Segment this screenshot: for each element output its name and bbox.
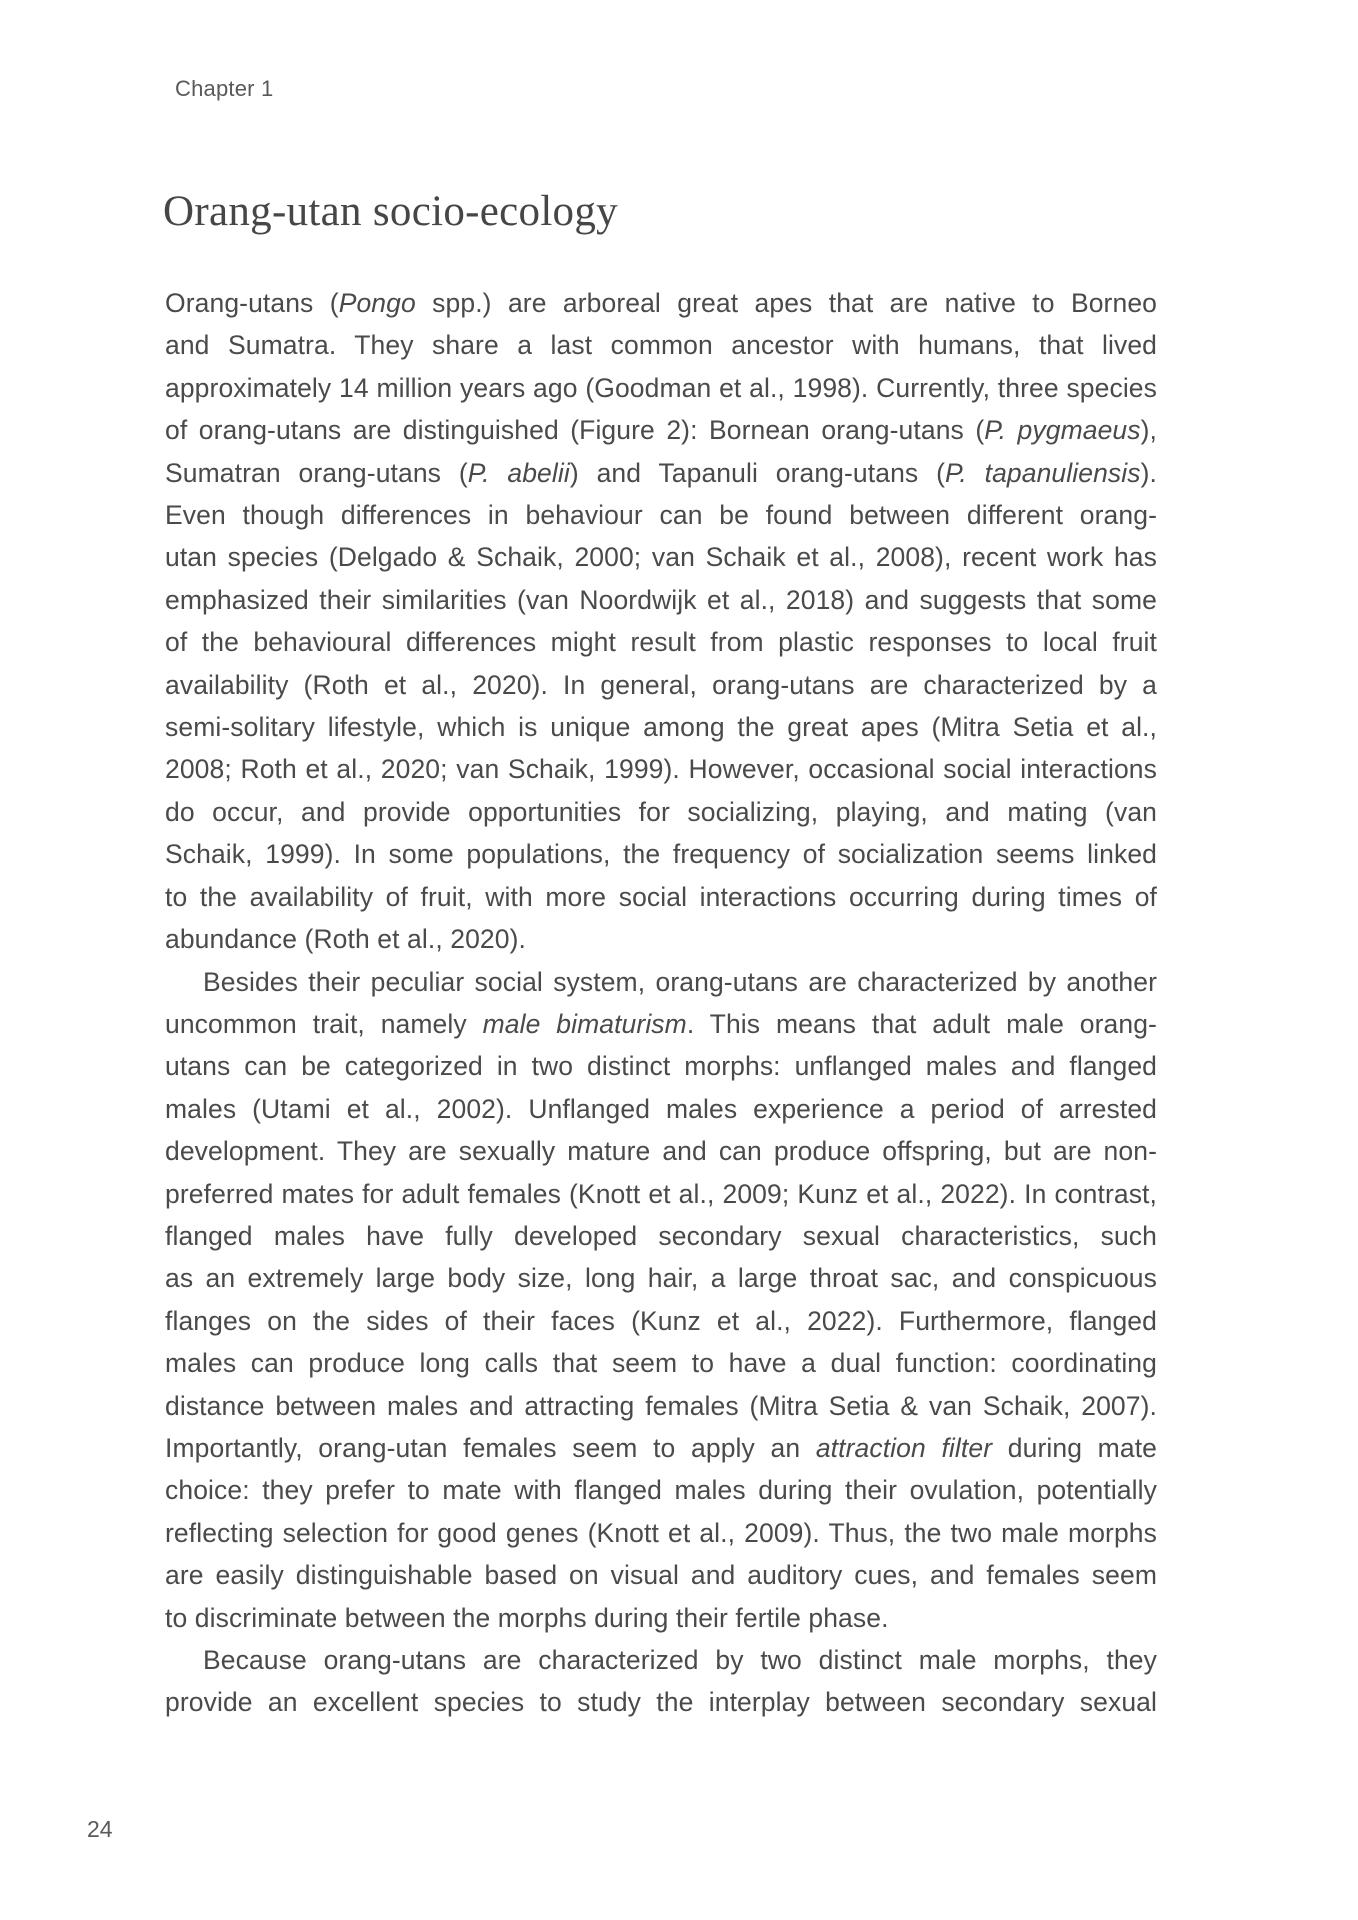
text-line: of orang-utans are distinguished (Figure 2): Bornean orang-utans (P. pygmaeus), [165,415,1157,446]
text-line: utans can be categorized in two distinct morphs: unflanged males and flanged [165,1051,1157,1082]
text-line: to discriminate between the morphs during their fertile phase. [165,1602,889,1633]
italic-term: P. abelii [467,457,570,488]
text-line: approximately 14 million years ago (Goodman et al., 1998). Currently, three species [165,372,1157,403]
text-line: utan species (Delgado & Schaik, 2000; van Schaik et al., 2008), recent work has [165,542,1157,573]
paragraph [165,1639,1157,1724]
text-line: preferred mates for adult females (Knott et al., 2009; Kunz et al., 2022). In contrast, [165,1178,1157,1209]
text-line: of the behavioural differences might result from plastic responses to local fruit [165,627,1157,658]
text-line: Schaik, 1999). In some populations, the frequency of socialization seems linked [165,839,1157,870]
text-line: Because orang-utans are characterized by two distinct male morphs, they [203,1645,1157,1675]
text-line: flanged males have fully developed secondary sexual characteristics, such [165,1220,1157,1251]
italic-term: male bimaturism [482,1008,687,1039]
running-header: Chapter 1 [175,76,274,101]
text-line: are easily distinguishable based on visual and auditory cues, and females seem [165,1560,1157,1591]
paragraph [165,961,1157,1640]
page-number: 24 [87,1816,113,1842]
text-line: Besides their peculiar social system, orang-utans are characterized by another [203,966,1157,997]
text-line: as an extremely large body size, long hair, a large throat sac, and conspicuous [165,1263,1157,1294]
italic-term: P. pygmaeus [984,415,1141,446]
text-line: do occur, and provide opportunities for socializing, playing, and mating (van [165,796,1157,827]
text-line: Orang-utans (Pongo spp.) are arboreal great apes that are native to Borneo [165,288,1157,318]
text-line: semi-solitary lifestyle, which is unique among the great apes (Mitra Setia et al., [165,712,1157,743]
text-line: males can produce long calls that seem to have a dual function: coordinating [165,1348,1157,1379]
text-line: males (Utami et al., 2002). Unflanged males experience a period of arrested [165,1093,1157,1124]
paragraph [165,282,1157,961]
text-line: Even though differences in behaviour can be found between different orang- [165,500,1157,531]
text-line: development. They are sexually mature and can produce offspring, but are non- [165,1136,1157,1167]
text-line: provide an excellent species to study the interplay between secondary sexual [165,1687,1157,1718]
text-line: choice: they prefer to mate with flanged males during their ovulation, potentially [165,1475,1157,1506]
text-line: reflecting selection for good genes (Knott et al., 2009). Thus, the two male morphs [165,1517,1157,1548]
text-line: availability (Roth et al., 2020). In general, orang-utans are characterized by a [165,669,1157,700]
text-line: Importantly, orang-utan females seem to apply an attraction filter during mate [165,1432,1157,1463]
text-line: uncommon trait, namely male bimaturism. This means that adult male orang- [165,1008,1157,1039]
italic-term: attraction filter [815,1432,993,1463]
text-line: and Sumatra. They share a last common ancestor with humans, that lived [165,330,1157,361]
italic-term: P. tapanuliensis [945,457,1141,488]
text-line: abundance (Roth et al., 2020). [165,924,526,955]
text-line: flanges on the sides of their faces (Kunz et al., 2022). Furthermore, flanged [165,1305,1157,1336]
text-line: emphasized their similarities (van Noordwijk et al., 2018) and suggests that some [165,584,1157,615]
text-line: to the availability of fruit, with more social interactions occurring during times of [165,881,1157,912]
text-line: distance between males and attracting females (Mitra Setia & van Schaik, 2007). [165,1390,1157,1421]
text-line: 2008; Roth et al., 2020; van Schaik, 1999). However, occasional social interactions [165,754,1157,785]
italic-term: Pongo [338,288,416,318]
text-line: Sumatran orang-utans (P. abelii) and Tapanuli orang-utans (P. tapanuliensis). [165,457,1158,488]
page-title: Orang-utan socio-ecology [163,188,618,235]
body-text [165,282,1157,1724]
